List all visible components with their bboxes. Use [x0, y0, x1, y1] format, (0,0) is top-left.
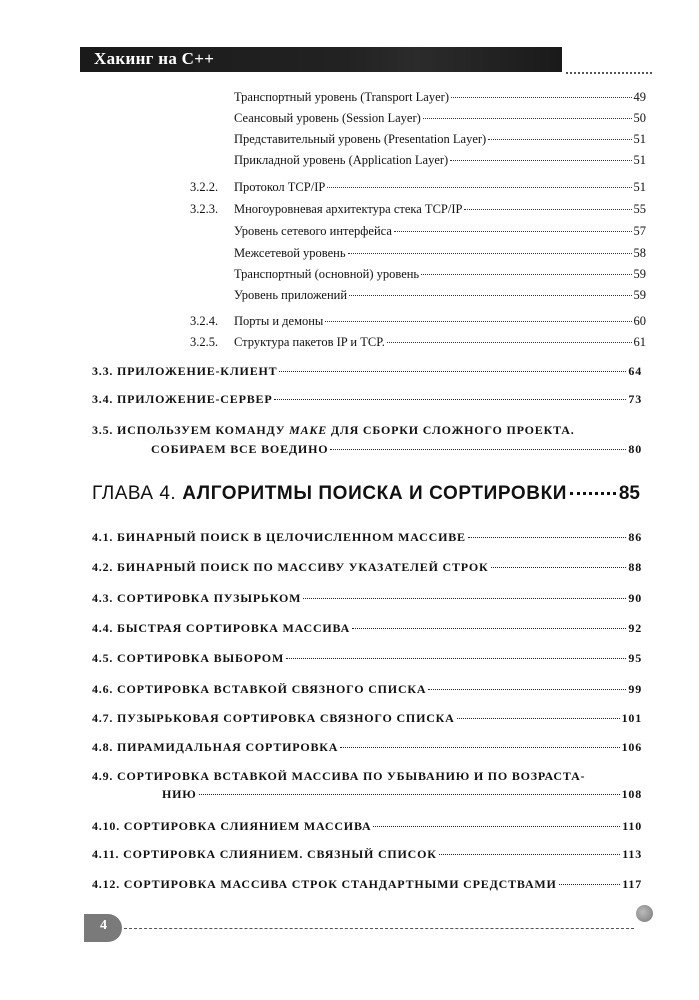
toc-subentry[interactable] [190, 180, 646, 195]
page-number: 55 [633, 202, 646, 216]
toc-entry-text: Прикладной уровень (Application Layer) [234, 153, 449, 167]
toc-section-continuation[interactable] [151, 442, 642, 457]
page-number: 59 [633, 288, 646, 302]
toc-section-multiline[interactable] [92, 769, 642, 784]
page-number: 108 [621, 787, 642, 801]
leader-dots [348, 253, 632, 254]
page-number: 64 [628, 364, 642, 378]
leader-dots [327, 187, 631, 188]
leader-dots [428, 689, 626, 690]
page-number: 59 [633, 267, 646, 281]
chapter-title: АЛГОРИТМЫ ПОИСКА И СОРТИРОВКИ [182, 483, 568, 504]
leader-dots [491, 567, 627, 568]
page-number: 92 [628, 621, 642, 635]
page-number: 50 [633, 111, 646, 125]
leader-dots [450, 160, 631, 161]
toc-entry-text: Транспортный (основной) уровень [234, 267, 420, 281]
toc-entry-text: 4.4. БЫСТРАЯ СОРТИРОВКА МАССИВА [92, 621, 351, 635]
toc-entry-text: Транспортный уровень (Transport Layer) [234, 90, 449, 104]
toc-section[interactable] [92, 847, 642, 862]
leader-dots [373, 826, 620, 827]
toc-section[interactable] [92, 392, 642, 407]
toc-section[interactable] [92, 711, 642, 726]
subsection-number: 3.2.4. [190, 314, 219, 328]
toc-entry-text: 4.7. ПУЗЫРЬКОВАЯ СОРТИРОВКА СВЯЗНОГО СПИСКА [92, 711, 455, 725]
page-number: 61 [633, 335, 646, 349]
subsection-number: 3.2.3. [190, 202, 219, 216]
toc-entry-text: Уровень сетевого интерфейса [234, 224, 392, 238]
toc-subentry[interactable] [234, 153, 646, 168]
toc-section[interactable] [92, 877, 642, 892]
leader-dots [330, 449, 626, 450]
toc-subentry[interactable] [234, 288, 646, 303]
toc-section[interactable] [92, 591, 642, 606]
page-number: 106 [621, 740, 642, 754]
make-keyword: MAKE [289, 423, 328, 437]
page-number: 60 [633, 314, 646, 328]
leader-dots [387, 342, 632, 343]
page-number: 51 [633, 180, 646, 194]
leader-dots [457, 718, 620, 719]
header-dotted-rule [566, 72, 652, 74]
page-number: 90 [628, 591, 642, 605]
subsection-number: 3.2.2. [190, 180, 219, 194]
toc-entry-text-line2: НИЮ [162, 787, 197, 801]
page-number: 86 [628, 530, 642, 544]
leader-dots [199, 794, 620, 795]
page-number: 51 [633, 153, 646, 167]
page-number: 95 [628, 651, 642, 665]
book-title: Хакинг на C++ [94, 49, 215, 68]
toc-entry-text: Многоуровневая архитектура стека TCP/IP [234, 202, 463, 216]
chapter-heading[interactable] [92, 483, 640, 505]
toc-entry-text: Уровень приложений [234, 288, 348, 302]
page-number: 101 [621, 711, 642, 725]
page-number: 51 [633, 132, 646, 146]
toc-subentry[interactable] [234, 246, 646, 261]
toc-section-multiline[interactable] [92, 423, 642, 438]
toc-entry-text: 4.10. СОРТИРОВКА СЛИЯНИЕМ МАССИВА [92, 819, 372, 833]
toc-section[interactable] [92, 560, 642, 575]
footer-dashed-rule [124, 928, 634, 929]
page-number: 49 [633, 90, 646, 104]
toc-entry-text: 4.1. БИНАРНЫЙ ПОИСК В ЦЕЛОЧИСЛЕННОМ МАССИВЕ [92, 530, 466, 544]
leader-dots [439, 854, 620, 855]
toc-entry-text: 4.5. СОРТИРОВКА ВЫБОРОМ [92, 651, 285, 665]
toc-entry-text: 4.6. СОРТИРОВКА ВСТАВКОЙ СВЯЗНОГО СПИСКА [92, 682, 427, 696]
toc-section[interactable] [92, 740, 642, 755]
page-number: 85 [618, 483, 640, 504]
leader-dots [570, 492, 616, 495]
leader-dots [349, 295, 631, 296]
toc-section[interactable] [92, 682, 642, 697]
leader-dots [559, 884, 621, 885]
leader-dots [303, 598, 626, 599]
toc-entry-text: 4.3. СОРТИРОВКА ПУЗЫРЬКОМ [92, 591, 302, 605]
toc-entry-text: 4.2. БИНАРНЫЙ ПОИСК ПО МАССИВУ УКАЗАТЕЛЕЙ СТРОК [92, 560, 489, 574]
leader-dots [340, 747, 619, 748]
toc-subentry[interactable] [190, 314, 646, 329]
page-number: 88 [628, 560, 642, 574]
page-number: 99 [628, 682, 642, 696]
toc-entry-text: 3.3. ПРИЛОЖЕНИЕ-КЛИЕНТ [92, 364, 278, 378]
toc-subentry[interactable] [234, 90, 646, 105]
leader-dots [468, 537, 627, 538]
leader-dots [279, 371, 626, 372]
toc-subentry[interactable] [190, 202, 646, 217]
page-number: 57 [633, 224, 646, 238]
toc-section-continuation[interactable] [162, 787, 642, 802]
page-number: 58 [633, 246, 646, 260]
leader-dots [394, 231, 632, 232]
toc-entry-text-line1: 4.9. СОРТИРОВКА ВСТАВКОЙ МАССИВА ПО УБЫВАНИЮ И ПО ВОЗРАСТА- [92, 769, 586, 783]
toc-section[interactable] [92, 651, 642, 666]
leader-dots [451, 97, 632, 98]
toc-entry-text: Межсетевой уровень [234, 246, 346, 260]
leader-dots [488, 139, 631, 140]
toc-entry-text: Представительный уровень (Presentation Layer) [234, 132, 487, 146]
chapter-label: ГЛАВА 4. [92, 483, 177, 504]
toc-entry-text: Сеансовый уровень (Session Layer) [234, 111, 421, 125]
toc-entry-text-line2: СОБИРАЕМ ВСЕ ВОЕДИНО [151, 442, 329, 456]
toc-subentry[interactable] [234, 267, 646, 282]
page-number: 117 [622, 877, 642, 891]
leader-dots [423, 118, 632, 119]
toc-subentry[interactable] [234, 224, 646, 239]
toc-entry-text: 4.8. ПИРАМИДАЛЬНАЯ СОРТИРОВКА [92, 740, 339, 754]
leader-dots [421, 274, 631, 275]
footer-dot-ornament [636, 905, 653, 922]
toc-entry-text: Структура пакетов IP и TCP. [234, 335, 385, 349]
toc-entry-text: Порты и демоны [234, 314, 324, 328]
page-number: 110 [622, 819, 642, 833]
leader-dots [464, 209, 631, 210]
toc-entry-text: 4.12. СОРТИРОВКА МАССИВА СТРОК СТАНДАРТНЫМИ СРЕДСТВАМИ [92, 877, 557, 891]
toc-subentry[interactable] [190, 335, 646, 350]
page-number: 73 [628, 392, 642, 406]
leader-dots [286, 658, 626, 659]
leader-dots [352, 628, 626, 629]
subsection-number: 3.2.5. [190, 335, 219, 349]
toc-subentry[interactable] [234, 111, 646, 126]
toc-entry-text: 4.11. СОРТИРОВКА СЛИЯНИЕМ. СВЯЗНЫЙ СПИСОК [92, 847, 437, 861]
toc-section[interactable] [92, 364, 642, 379]
toc-section[interactable] [92, 621, 642, 636]
leader-dots [325, 321, 631, 322]
toc-subentry[interactable] [234, 132, 646, 147]
toc-section[interactable] [92, 819, 642, 834]
page-number: 113 [622, 847, 642, 861]
page-number: 80 [628, 442, 642, 456]
toc-entry-text: 3.4. ПРИЛОЖЕНИЕ-СЕРВЕР [92, 392, 273, 406]
toc-section[interactable] [92, 530, 642, 545]
toc-entry-text-line1: 3.5. ИСПОЛЬЗУЕМ КОМАНДУ MAKE ДЛЯ СБОРКИ СЛОЖНОГО ПРОЕКТА. [92, 423, 575, 437]
footer-page-number: 4 [100, 918, 107, 933]
leader-dots [274, 399, 626, 400]
toc-entry-text: Протокол TCP/IP [234, 180, 326, 194]
